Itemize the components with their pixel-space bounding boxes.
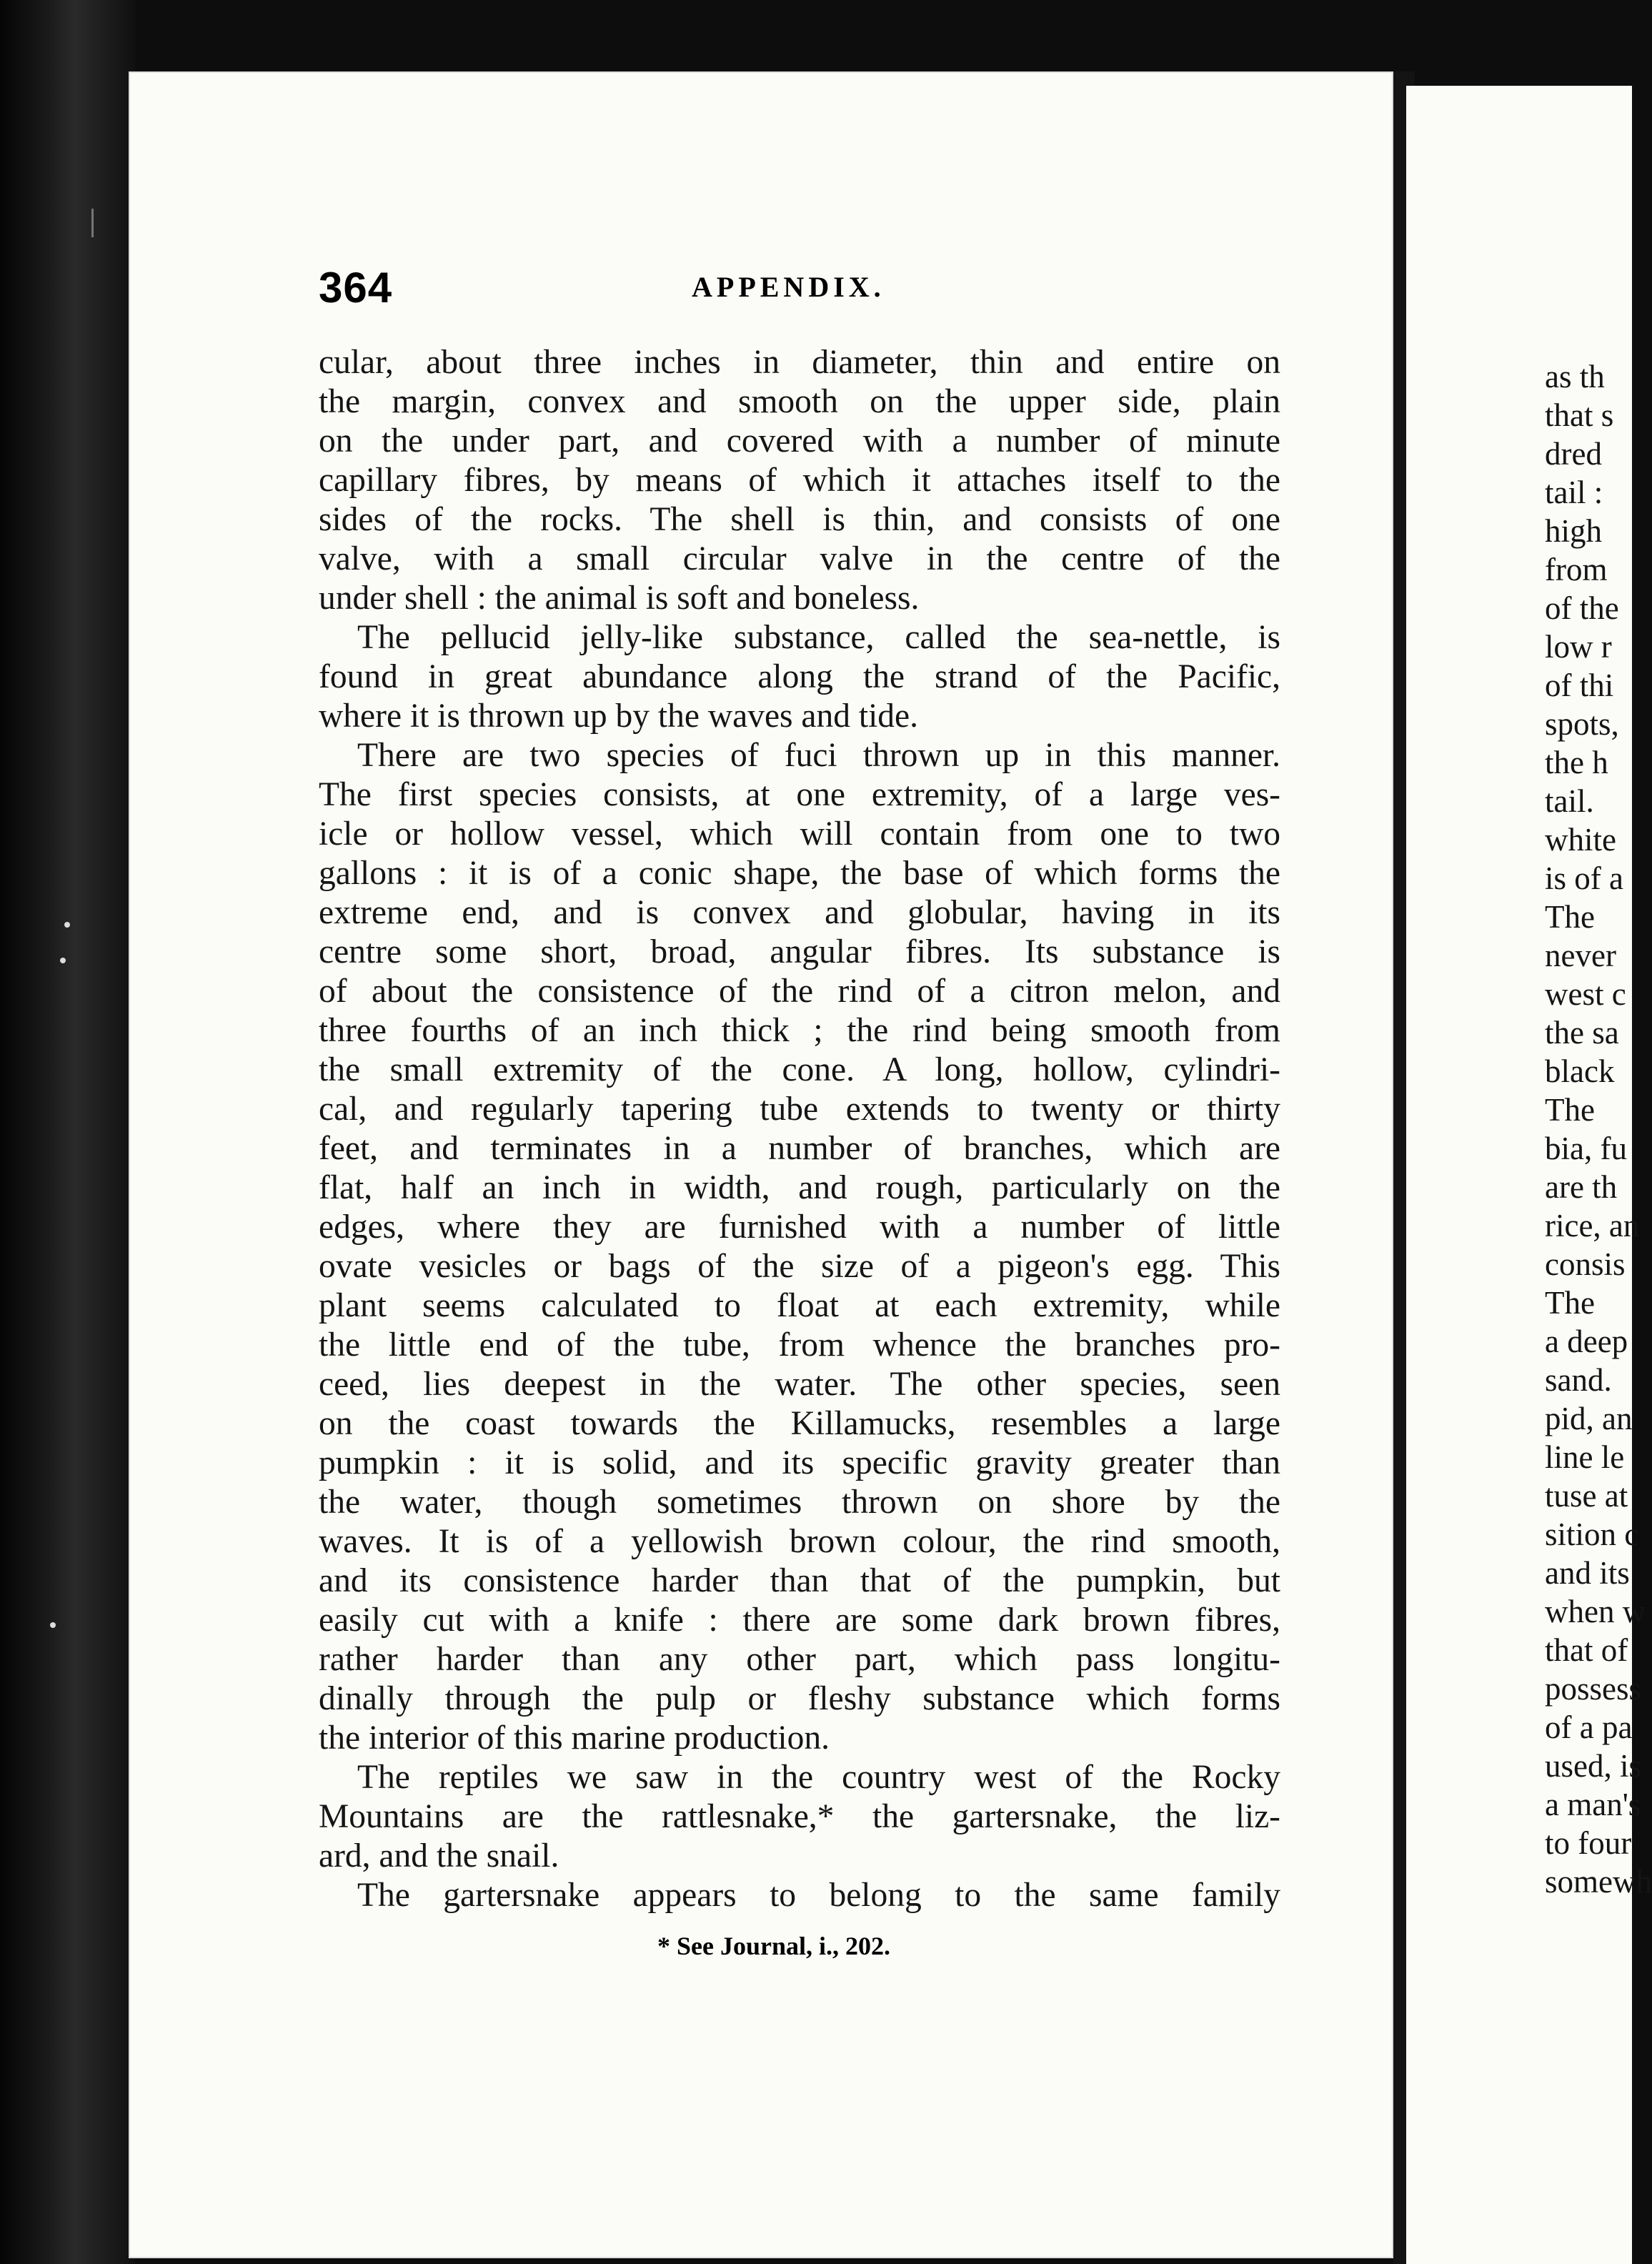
facing-line: the h: [1545, 745, 1608, 780]
facing-line: spots,: [1545, 706, 1619, 742]
facing-line: is of a: [1545, 860, 1623, 896]
facing-line: tuse at: [1545, 1478, 1628, 1514]
text-line: centre some short, broad, angular fibres. Its substance is: [319, 933, 1280, 970]
facing-line: and its: [1545, 1555, 1630, 1591]
text-line: The reptiles we saw in the country west of the Rocky: [357, 1759, 1280, 1796]
text-line: cular, about three inches in diameter, thin and entire on: [319, 344, 1280, 381]
facing-line: high: [1545, 513, 1603, 549]
facing-line: consis: [1545, 1246, 1626, 1282]
text-line: feet, and terminates in a number of branches, which are: [319, 1130, 1280, 1167]
running-head: APPENDIX.: [692, 271, 885, 303]
text-line: The pellucid jelly-like substance, called the sea-nettle, is: [357, 619, 1280, 656]
text-line: capillary fibres, by means of which it attaches itself to the: [319, 462, 1280, 499]
facing-line: never: [1545, 938, 1616, 973]
facing-line: are th: [1545, 1169, 1618, 1205]
text-line: ovate vesicles or bags of the size of a pigeon's egg. This: [319, 1248, 1280, 1285]
facing-line: the sa: [1545, 1015, 1619, 1051]
facing-line: black: [1545, 1053, 1615, 1089]
facing-line: a man's: [1545, 1787, 1641, 1822]
facing-line: when w: [1545, 1594, 1646, 1629]
facing-line: possess: [1545, 1671, 1642, 1707]
facing-line: dred: [1545, 436, 1602, 472]
text-line: ceed, lies deepest in the water. The other species, seen: [319, 1366, 1280, 1403]
text-line: where it is thrown up by the waves and tide.: [319, 697, 918, 735]
facing-line: west c: [1545, 976, 1626, 1012]
text-line: flat, half an inch in width, and rough, particularly on the: [319, 1169, 1280, 1206]
spine-mark: [91, 209, 104, 237]
text-line: found in great abundance along the strand of the Pacific,: [319, 658, 1280, 695]
book-spine: [0, 0, 136, 2264]
text-line: rather harder than any other part, which pass longitu-: [319, 1641, 1280, 1678]
facing-page-text: [1545, 357, 1652, 1901]
facing-line: of a pa: [1545, 1709, 1633, 1745]
facing-line: The: [1545, 899, 1595, 935]
text-line: the interior of this marine production.: [319, 1719, 830, 1757]
body-text: [319, 343, 1280, 1915]
facing-line: from: [1545, 552, 1608, 587]
facing-line: a deep: [1545, 1324, 1628, 1359]
facing-line: tail.: [1545, 783, 1594, 819]
text-line: Mountains are the rattlesnake,* the gartersnake, the liz-: [319, 1798, 1280, 1835]
text-line: the little end of the tube, from whence the branches pro-: [319, 1326, 1280, 1364]
facing-line: of thi: [1545, 667, 1614, 703]
spine-dot: [64, 922, 70, 928]
text-line: ard, and the snail.: [319, 1837, 559, 1875]
text-line: sides of the rocks. The shell is thin, and consists of one: [319, 501, 1280, 538]
facing-line: line le: [1545, 1439, 1625, 1475]
facing-line: rice, an: [1545, 1208, 1640, 1243]
text-line: the small extremity of the cone. A long, hollow, cylindri-: [319, 1051, 1280, 1088]
text-line: cal, and regularly tapering tube extends to twenty or thirty: [319, 1091, 1280, 1128]
text-line: waves. It is of a yellowish brown colour, the rind smooth,: [319, 1523, 1280, 1560]
facing-line: pid, an: [1545, 1401, 1633, 1436]
facing-line: The: [1545, 1285, 1595, 1321]
text-line: There are two species of fuci thrown up in this manner.: [357, 737, 1280, 774]
text-line: three fourths of an inch thick ; the rind being smooth from: [319, 1012, 1280, 1049]
spine-dot: [50, 1622, 56, 1628]
text-line: on the under part, and covered with a number of minute: [319, 422, 1280, 460]
spine-dot: [60, 958, 66, 963]
facing-line: that of: [1545, 1632, 1628, 1668]
text-line: the margin, convex and smooth on the upper side, plain: [319, 383, 1280, 420]
text-line: the water, though sometimes thrown on shore by the: [319, 1484, 1280, 1521]
facing-line: of the: [1545, 590, 1619, 626]
text-line: plant seems calculated to float at each extremity, while: [319, 1287, 1280, 1324]
facing-line: somewh: [1545, 1864, 1652, 1900]
facing-line: white: [1545, 822, 1616, 858]
text-line: and its consistence harder than that of the pumpkin, but: [319, 1562, 1280, 1599]
facing-line: used, is: [1545, 1748, 1641, 1784]
text-line: easily cut with a knife : there are some dark brown fibres,: [319, 1602, 1280, 1639]
text-line: edges, where they are furnished with a number of little: [319, 1208, 1280, 1246]
text-line: on the coast towards the Killamucks, resembles a large: [319, 1405, 1280, 1442]
text-line: under shell : the animal is soft and boneless.: [319, 580, 920, 617]
text-line: valve, with a small circular valve in the centre of the: [319, 540, 1280, 577]
facing-line: tail :: [1545, 475, 1603, 510]
text-line: gallons : it is of a conic shape, the base of which forms the: [319, 855, 1280, 892]
facing-line: bia, fu: [1545, 1131, 1627, 1166]
text-line: of about the consistence of the rind of a citron melon, and: [319, 973, 1280, 1010]
facing-line: sand.: [1545, 1362, 1612, 1398]
facing-line: to four: [1545, 1825, 1632, 1861]
text-line: pumpkin : it is solid, and its specific gravity greater than: [319, 1444, 1280, 1481]
facing-line: as th: [1545, 359, 1605, 394]
text-line: icle or hollow vessel, which will contain from one to two: [319, 815, 1280, 853]
text-line: The first species consists, at one extremity, of a large ves-: [319, 776, 1280, 813]
text-line: extreme end, and is convex and globular, having in its: [319, 894, 1280, 931]
facing-line: The: [1545, 1092, 1595, 1128]
facing-line: sition c: [1545, 1516, 1639, 1552]
page-number: 364: [319, 264, 393, 312]
text-line: The gartersnake appears to belong to the same family: [357, 1877, 1280, 1914]
facing-line: that s: [1545, 397, 1614, 433]
facing-line: low r: [1545, 629, 1612, 665]
text-line: dinally through the pulp or fleshy substance which forms: [319, 1680, 1280, 1717]
footnote: * See Journal, i., 202.: [657, 1932, 891, 1960]
